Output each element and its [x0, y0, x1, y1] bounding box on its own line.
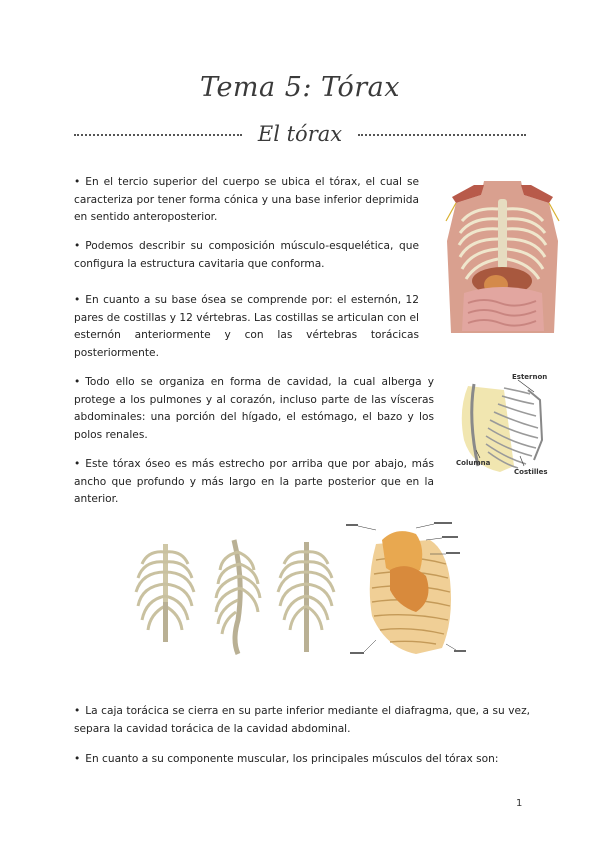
- paragraph-muscles: [74, 751, 530, 769]
- dotted-divider-right: [358, 134, 526, 136]
- label-columna: Columna: [456, 459, 491, 467]
- bullet: •: [74, 458, 81, 470]
- paragraph-text: En el tercio superior del cuerpo se ubica el tórax, el cual se caracteriza por tener forma cónica y una base inferior deprimida en sentido anteroposterior.: [74, 176, 419, 223]
- paragraph-text: En cuanto a su componente muscular, los principales músculos del tórax son:: [85, 753, 499, 765]
- bullet: •: [74, 294, 81, 306]
- ribcage-views-image: [126, 530, 346, 660]
- label-costilles: Costilles: [514, 468, 548, 476]
- page-subtitle: El tórax: [257, 122, 343, 146]
- torso-anatomy-image: [444, 181, 561, 333]
- ribcage-lateral-diagram: [454, 370, 554, 478]
- bullet: •: [74, 753, 81, 765]
- bullet: •: [74, 376, 81, 388]
- paragraph-text: Este tórax óseo es más estrecho por arriba que por abajo, más ancho que profundo y más largo en la parte posterior que en la anterior.: [74, 458, 434, 505]
- paragraph-text: Todo ello se organiza en forma de cavidad, la cual alberga y protege a los pulmones y al corazón, incluso parte de las vísceras abdominales: una porción del hígado, el estómago, el bazo y los polos renales.: [74, 376, 434, 441]
- bullet: •: [74, 240, 81, 252]
- label-esternon: Esternon: [512, 373, 548, 381]
- bullet: •: [74, 705, 81, 717]
- paragraph-text: En cuanto a su base ósea se comprende por: el esternón, 12 pares de costillas y 12 vértebras. Las costillas se articulan con el esternón anteriormente y con las vértebras torácicas posteriormente.: [74, 294, 419, 359]
- paragraph-diaphragm: [74, 703, 530, 738]
- paragraph-bony-base: [74, 292, 419, 362]
- dotted-divider-left: [74, 134, 242, 136]
- paragraph-torax-location: [74, 174, 419, 227]
- bullet: •: [74, 176, 81, 188]
- paragraph-composition: [74, 238, 419, 273]
- paragraph-text: Podemos describir su composición músculo-esquelética, que configura la estructura cavitaria que conforma.: [74, 240, 419, 270]
- page-title: Tema 5: Tórax: [200, 72, 400, 103]
- subtitle-row: [74, 122, 526, 150]
- page-number: 1: [516, 798, 523, 809]
- paragraph-shape: [74, 456, 434, 509]
- paragraph-text: La caja torácica se cierra en su parte inferior mediante el diafragma, que, a su vez, separa la cavidad torácica de la cavidad abdominal.: [74, 705, 530, 735]
- thorax-heart-diagram: [346, 520, 468, 660]
- paragraph-cavity: [74, 374, 434, 444]
